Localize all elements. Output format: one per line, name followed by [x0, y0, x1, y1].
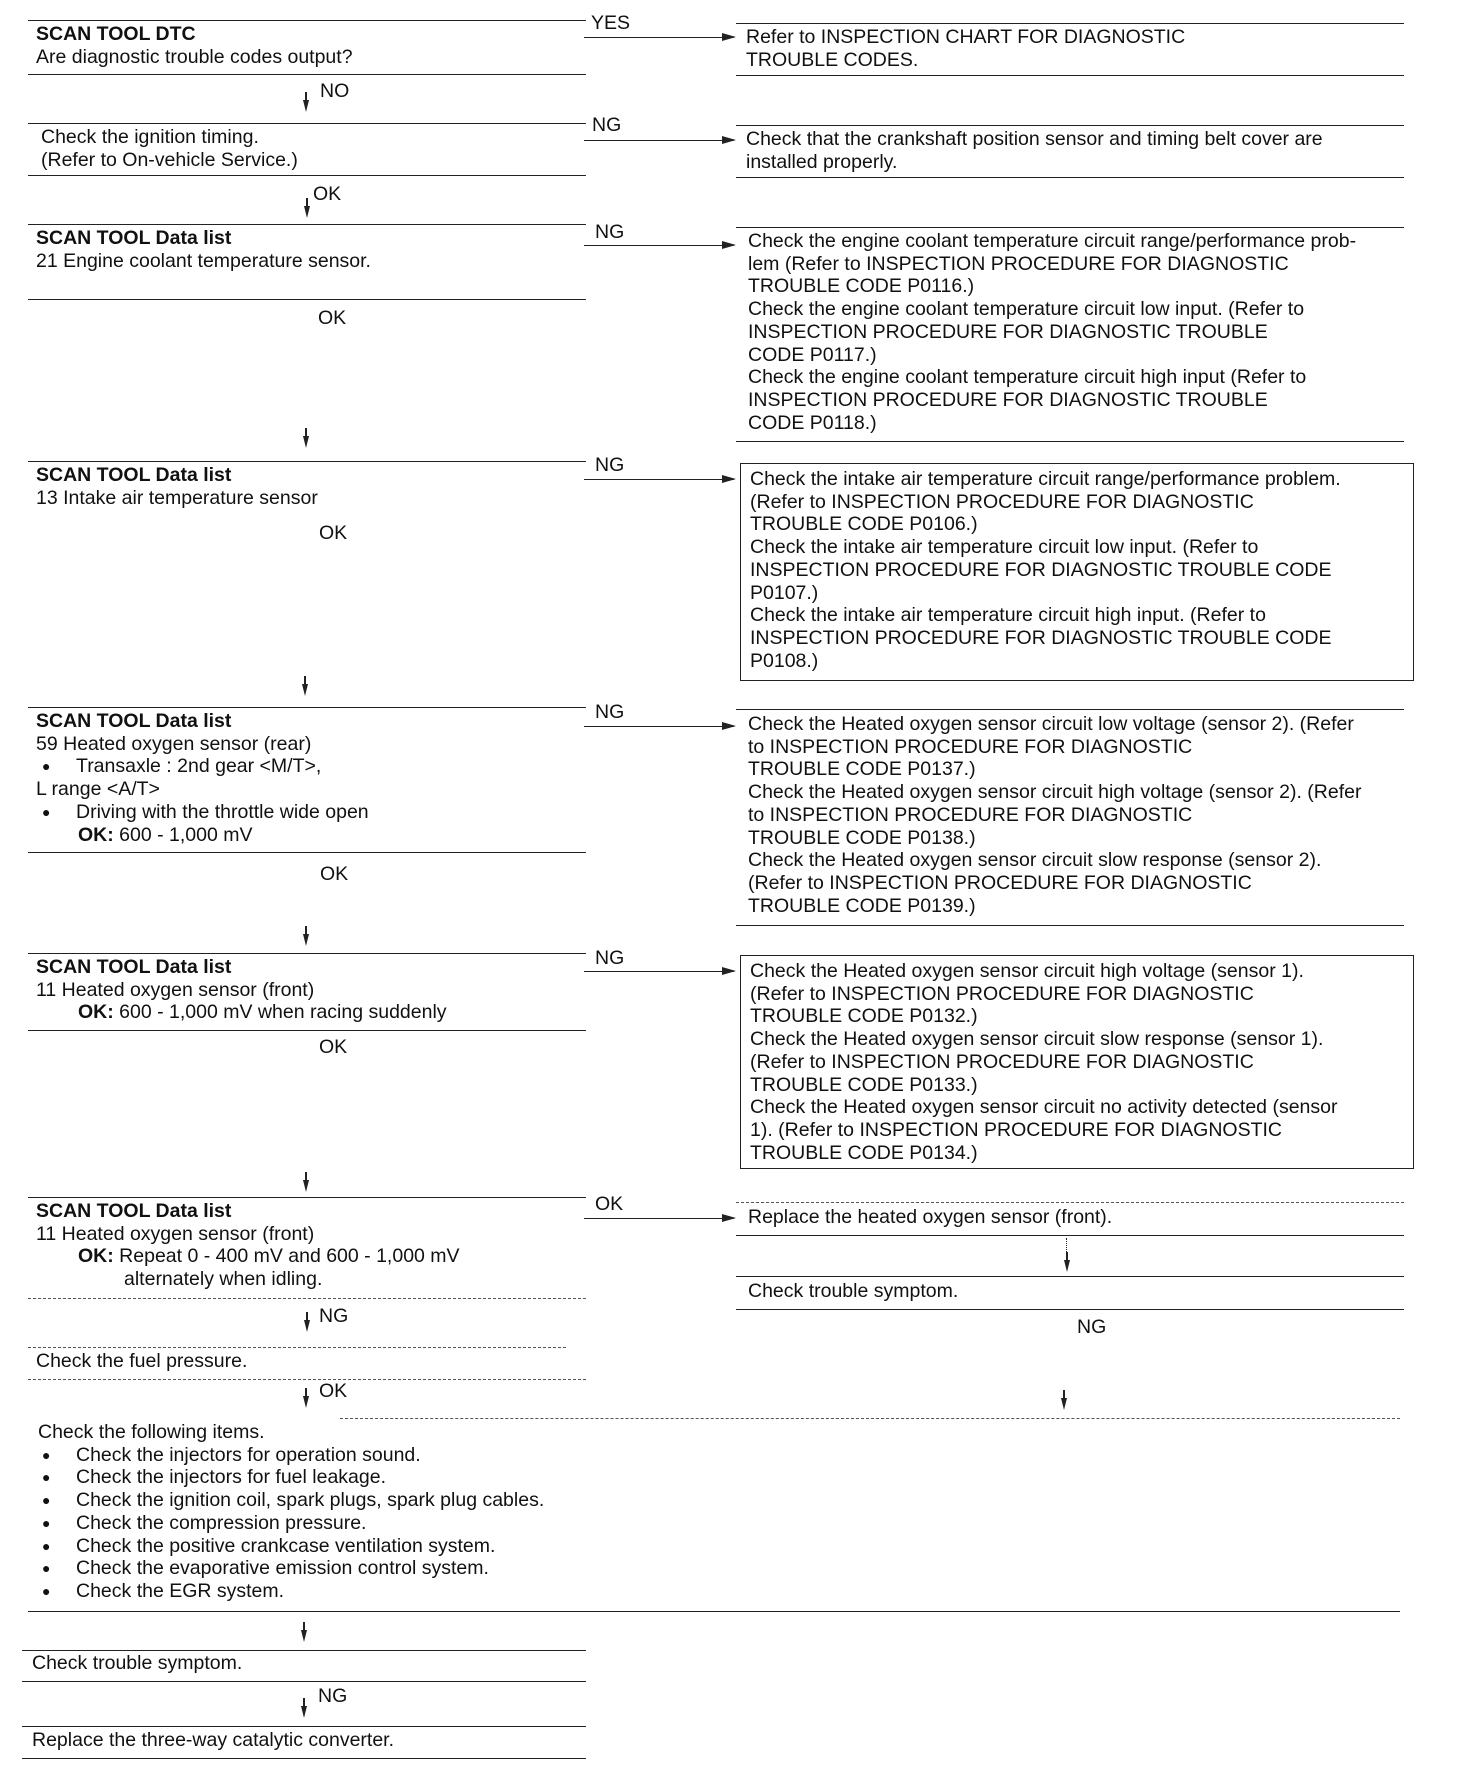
- ok-criterion: [36, 824, 369, 847]
- ng-label: NG: [595, 454, 625, 476]
- down-arrow-icon: [303, 1396, 309, 1408]
- result-line: (Refer to INSPECTION PROCEDURE FOR DIAGNOSTIC: [750, 1050, 1254, 1073]
- check-item: ● Check the ignition coil, spark plugs, spark plug cables.: [38, 1489, 544, 1512]
- result-line: INSPECTION PROCEDURE FOR DIAGNOSTIC TROUBLE: [748, 388, 1268, 411]
- step-title: SCAN TOOL Data list: [36, 710, 232, 732]
- down-arrow-icon: [303, 436, 309, 448]
- step-replace-catalytic-converter: [32, 1729, 394, 1752]
- separator-line: [736, 1309, 1404, 1310]
- ok-label: OK: [320, 863, 349, 885]
- ng-label: NG: [592, 114, 622, 136]
- down-arrow-icon: [302, 684, 308, 696]
- ok-label: OK: [313, 183, 342, 205]
- separator-line: [736, 1276, 1404, 1277]
- ok-criterion-value: Repeat 0 - 400 mV and 600 - 1,000 mV: [119, 1245, 460, 1268]
- result-intake-air-dtc: [750, 468, 1341, 672]
- ng-arrow: [584, 971, 734, 972]
- step-fuel-pressure: [36, 1350, 247, 1373]
- result-line: TROUBLE CODES.: [746, 48, 919, 71]
- result-line: TROUBLE CODE P0132.): [750, 1005, 978, 1028]
- separator-line: [28, 1030, 586, 1031]
- step-title: Check the following items.: [38, 1421, 265, 1443]
- result-line: TROUBLE CODE P0139.): [748, 894, 976, 917]
- separator-line: [22, 1650, 586, 1651]
- down-arrow-icon: [303, 1180, 309, 1192]
- result-line: (Refer to INSPECTION PROCEDURE FOR DIAGNOSTIC: [750, 490, 1254, 513]
- result-line: TROUBLE CODE P0138.): [748, 826, 976, 849]
- result-line: (Refer to INSPECTION PROCEDURE FOR DIAGNOSTIC: [748, 871, 1252, 894]
- separator-line: [28, 123, 586, 124]
- check-item: ● Check the injectors for fuel leakage.: [38, 1466, 544, 1489]
- result-line: Check the engine coolant temperature circuit high input (Refer to: [748, 366, 1307, 389]
- result-line: Check that the crankshaft position sensor and timing belt cover are: [746, 128, 1323, 150]
- ng-label: NG: [1077, 1316, 1107, 1338]
- separator-line: [22, 1726, 586, 1727]
- ok-arrow: [584, 1218, 734, 1219]
- result-line: Check the engine coolant temperature circuit low input. (Refer to: [748, 298, 1305, 321]
- separator-line: [736, 1235, 1404, 1236]
- check-item: ● Check the positive crankcase ventilation system.: [38, 1535, 544, 1558]
- result-heated-o2-front-dtc: [750, 960, 1337, 1164]
- result-line: Replace the heated oxygen sensor (front).: [748, 1206, 1113, 1228]
- step-heated-o2-front-racing: [36, 956, 447, 1024]
- separator-line: [736, 441, 1404, 442]
- ok-criterion: [36, 1245, 460, 1268]
- result-line: CODE P0117.): [748, 343, 877, 366]
- ok-criterion-value-cont: alternately when idling.: [124, 1268, 323, 1291]
- separator-line: [28, 299, 586, 300]
- separator-line: [28, 20, 586, 21]
- step-title: SCAN TOOL Data list: [36, 1200, 232, 1222]
- step-text: Check trouble symptom.: [32, 1652, 243, 1674]
- result-refer-dtc-chart: [746, 26, 1185, 71]
- ng-label: NG: [595, 701, 625, 723]
- result-replace-o2-front: [748, 1206, 1112, 1229]
- separator-line: [28, 852, 586, 853]
- no-label: NO: [320, 80, 350, 102]
- step-title: SCAN TOOL DTC: [36, 23, 196, 45]
- result-line: (Refer to INSPECTION PROCEDURE FOR DIAGNOSTIC: [750, 982, 1254, 1005]
- down-arrow-icon: [303, 100, 309, 112]
- separator-line: [736, 709, 1404, 710]
- result-line: 1). (Refer to INSPECTION PROCEDURE FOR DIAGNOSTIC: [750, 1118, 1282, 1141]
- separator-line: [28, 74, 586, 75]
- result-line: TROUBLE CODE P0133.): [750, 1073, 978, 1096]
- result-line: TROUBLE CODE P0106.): [750, 513, 978, 536]
- step-text: 13 Intake air temperature sensor: [36, 486, 318, 509]
- ok-label: OK: [319, 522, 348, 544]
- result-line: lem (Refer to INSPECTION PROCEDURE FOR DIAGNOSTIC: [748, 252, 1289, 275]
- result-line: Check the Heated oxygen sensor circuit no activity detected (sensor: [750, 1096, 1338, 1119]
- step-text: L range <A/T>: [36, 778, 160, 801]
- separator-line: [736, 1202, 1404, 1203]
- result-check-trouble-symptom: [748, 1280, 958, 1303]
- step-text: Check the ignition timing.: [41, 126, 259, 148]
- result-line: TROUBLE CODE P0137.): [748, 758, 976, 781]
- step-text: (Refer to On-vehicle Service.): [41, 148, 298, 171]
- result-line: installed properly.: [746, 150, 898, 173]
- result-line: Check the intake air temperature circuit high input. (Refer to: [750, 604, 1266, 627]
- ng-arrow: [584, 479, 734, 480]
- result-line: Check the intake air temperature circuit low input. (Refer to: [750, 536, 1259, 559]
- result-line: Check the intake air temperature circuit range/performance problem.: [750, 468, 1341, 490]
- result-line: Check the Heated oxygen sensor circuit slow response (sensor 2).: [748, 849, 1322, 872]
- ok-criterion-label: OK:: [78, 823, 114, 846]
- down-arrow-icon: [303, 934, 309, 946]
- result-line: INSPECTION PROCEDURE FOR DIAGNOSTIC TROUBLE: [748, 320, 1268, 343]
- step-text: 11 Heated oxygen sensor (front): [36, 1222, 315, 1245]
- step-check-following-items: [38, 1421, 544, 1603]
- step-text: Check the fuel pressure.: [36, 1350, 248, 1372]
- result-line: Check the Heated oxygen sensor circuit low voltage (sensor 2). (Refer: [748, 713, 1354, 735]
- ng-arrow: [584, 140, 734, 141]
- ok-label: OK: [319, 1380, 348, 1402]
- result-line: CODE P0118.): [748, 411, 877, 434]
- yes-arrow: [584, 37, 734, 38]
- ok-label: OK: [319, 1036, 348, 1058]
- step-intake-air-temp: [36, 464, 318, 509]
- ng-label: NG: [595, 221, 625, 243]
- step-title: SCAN TOOL Data list: [36, 227, 232, 249]
- separator-line: [736, 125, 1404, 126]
- result-line: P0107.): [750, 581, 819, 604]
- ng-arrow: [584, 726, 734, 727]
- result-line: Check trouble symptom.: [748, 1280, 959, 1302]
- result-line: to INSPECTION PROCEDURE FOR DIAGNOSTIC: [748, 735, 1193, 758]
- separator-line: [22, 1681, 586, 1682]
- separator-line: [28, 953, 586, 954]
- separator-line: [28, 707, 586, 708]
- result-line: Check the engine coolant temperature circuit range/performance prob-: [748, 230, 1357, 252]
- ok-criterion: [36, 1001, 447, 1024]
- result-line: to INSPECTION PROCEDURE FOR DIAGNOSTIC: [748, 803, 1193, 826]
- separator-line: [28, 224, 586, 225]
- result-line: TROUBLE CODE P0134.): [750, 1141, 978, 1164]
- result-line: P0108.): [750, 649, 819, 672]
- result-line: INSPECTION PROCEDURE FOR DIAGNOSTIC TROUBLE CODE: [750, 626, 1332, 649]
- yes-label: YES: [591, 12, 631, 34]
- step-title: SCAN TOOL Data list: [36, 464, 232, 486]
- step-heated-o2-rear: [36, 710, 369, 846]
- result-line: Check the Heated oxygen sensor circuit slow response (sensor 1).: [750, 1028, 1324, 1051]
- step-heated-o2-front-idle: [36, 1200, 460, 1291]
- step-text: 59 Heated oxygen sensor (rear): [36, 732, 312, 755]
- step-check-trouble-symptom: [32, 1652, 242, 1675]
- separator-line: [28, 461, 586, 462]
- result-line: INSPECTION PROCEDURE FOR DIAGNOSTIC TROUBLE CODE: [750, 558, 1332, 581]
- down-arrow-icon: [1064, 1260, 1070, 1272]
- down-arrow-icon: [301, 1630, 307, 1642]
- ok-criterion-value: 600 - 1,000 mV when racing suddenly: [119, 1001, 447, 1024]
- result-crankshaft-check: [746, 128, 1323, 173]
- result-line: Check the Heated oxygen sensor circuit high voltage (sensor 1).: [750, 960, 1304, 982]
- ng-label: NG: [319, 1305, 349, 1327]
- down-arrow-icon: [301, 1706, 307, 1718]
- step-title: SCAN TOOL Data list: [36, 956, 232, 978]
- separator-line: [736, 177, 1404, 178]
- result-line: TROUBLE CODE P0116.): [748, 275, 975, 298]
- ng-label: NG: [318, 1685, 348, 1707]
- ok-label: OK: [595, 1193, 624, 1215]
- separator-line: [28, 1298, 586, 1299]
- result-line: Check the Heated oxygen sensor circuit high voltage (sensor 2). (Refer: [748, 781, 1362, 804]
- check-item: ● Check the compression pressure.: [38, 1512, 544, 1535]
- step-text: Replace the three-way catalytic converter.: [32, 1729, 395, 1751]
- connector-line: [1066, 1238, 1067, 1252]
- separator-line: [736, 227, 1404, 228]
- check-item: ● Check the evaporative emission control system.: [38, 1557, 544, 1580]
- separator-line: [28, 1379, 586, 1380]
- ok-criterion-label: OK:: [78, 1001, 114, 1024]
- step-text: 21 Engine coolant temperature sensor.: [36, 249, 371, 272]
- ng-arrow: [584, 245, 734, 246]
- ng-label: NG: [595, 947, 625, 969]
- step-scan-tool-dtc: [36, 23, 353, 68]
- step-text: 11 Heated oxygen sensor (front): [36, 978, 315, 1001]
- condition-bullet: ● Driving with the throttle wide open: [36, 801, 369, 824]
- separator-line: [736, 75, 1404, 76]
- separator-line: [736, 23, 1404, 24]
- down-arrow-icon: [304, 1320, 310, 1332]
- ok-criterion-value: 600 - 1,000 mV: [119, 823, 253, 846]
- result-heated-o2-rear-dtc: [748, 713, 1361, 917]
- separator-line: [28, 175, 586, 176]
- step-coolant-temp: [36, 227, 371, 272]
- check-item: ● Check the injectors for operation sound.: [38, 1444, 544, 1467]
- separator-line: [28, 1347, 566, 1348]
- separator-line: [340, 1418, 1400, 1419]
- down-arrow-icon: [304, 206, 310, 218]
- step-question: Are diagnostic trouble codes output?: [36, 45, 353, 68]
- separator-line: [22, 1758, 586, 1759]
- step-ignition-timing: [41, 126, 298, 171]
- separator-line: [28, 1197, 586, 1198]
- result-coolant-dtc: [748, 230, 1356, 434]
- separator-line: [736, 925, 1404, 926]
- condition-bullet: ● Transaxle : 2nd gear <M/T>,: [36, 755, 369, 778]
- down-arrow-icon: [1061, 1398, 1067, 1410]
- ok-label: OK: [318, 307, 347, 329]
- check-item: ● Check the EGR system.: [38, 1580, 544, 1603]
- ok-criterion-label: OK:: [78, 1245, 114, 1268]
- result-line: Refer to INSPECTION CHART FOR DIAGNOSTIC: [746, 26, 1186, 48]
- separator-line: [28, 1611, 1400, 1612]
